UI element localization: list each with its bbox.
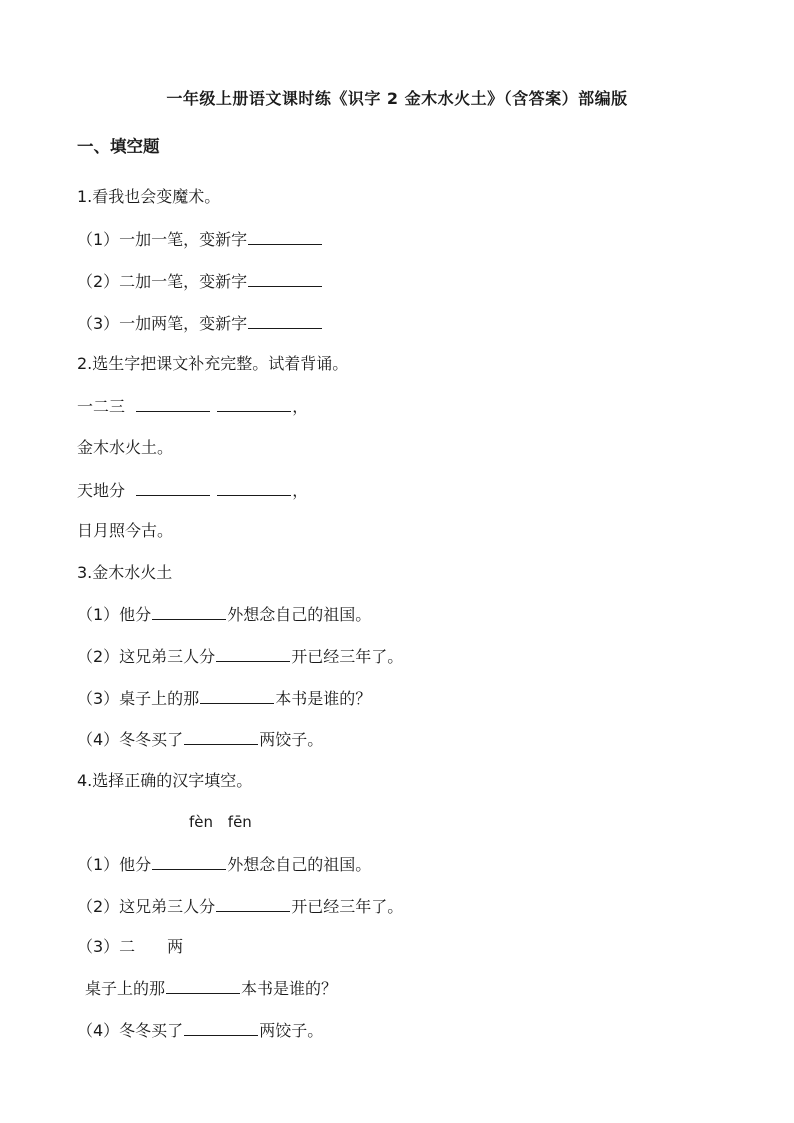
question-3-item-1 [77, 603, 371, 626]
text-prefix: 桌子上的那 [85, 979, 166, 998]
text-suffix: ， [292, 397, 309, 416]
text-prefix: 天地分 [77, 481, 126, 500]
question-2-stem: 2.选生字把课文补充完整。试着背诵。 [77, 354, 349, 373]
answer-blank[interactable] [216, 645, 290, 662]
text-prefix: （2）这兄弟三人分 [77, 647, 216, 666]
question-3-item-2 [77, 645, 403, 668]
question-2-line-3 [77, 479, 308, 502]
text-suffix: 外想念自己的祖国。 [227, 605, 372, 624]
item-text: （1）一加一笔，变新字 [77, 230, 248, 249]
text-suffix: 开已经三年了。 [291, 647, 404, 666]
text-prefix: （2）这兄弟三人分 [77, 897, 216, 916]
question-2-line-2: 金木水火土。 [77, 438, 174, 457]
question-3-item-3 [77, 687, 371, 710]
answer-blank[interactable] [217, 395, 291, 412]
text-prefix: 一二三 [77, 397, 126, 416]
section-heading: 一、填空题 [77, 137, 160, 156]
text-prefix: （3）桌子上的那 [77, 689, 200, 708]
question-4-stem: 4.选择正确的汉字填空。 [77, 771, 253, 790]
question-4-item-1 [77, 853, 371, 876]
text-suffix: 本书是谁的？ [275, 689, 372, 708]
question-4-item-2 [77, 895, 403, 918]
answer-blank[interactable] [248, 312, 322, 329]
answer-blank[interactable] [166, 977, 240, 994]
question-2-line-4: 日月照今古。 [77, 521, 174, 540]
answer-blank[interactable] [248, 228, 322, 245]
question-4-choice-3: （3）二 两 [77, 937, 184, 956]
answer-blank[interactable] [152, 603, 226, 620]
question-1-item-3 [77, 312, 323, 335]
question-3-stem: 3.金木水火土 [77, 563, 173, 582]
text-suffix: ， [292, 481, 309, 500]
question-4-item-4 [77, 1019, 323, 1042]
question-1-item-2 [77, 270, 323, 293]
question-1-item-1 [77, 228, 323, 251]
answer-blank[interactable] [184, 728, 258, 745]
text-suffix: 开已经三年了。 [291, 897, 404, 916]
answer-blank[interactable] [248, 270, 322, 287]
text-prefix: （4）冬冬买了 [77, 730, 184, 749]
answer-blank[interactable] [217, 479, 291, 496]
question-3-item-4 [77, 728, 323, 751]
text-suffix: 两饺子。 [259, 1021, 324, 1040]
document-title: 一年级上册语文课时练《识字 2 金木水火土》（含答案）部编版 [166, 89, 628, 108]
item-text: （2）二加一笔，变新字 [77, 272, 248, 291]
text-prefix: （1）他分 [77, 855, 152, 874]
question-1-stem: 1.看我也会变魔术。 [77, 187, 221, 206]
text-prefix: （4）冬冬买了 [77, 1021, 184, 1040]
text-suffix: 外想念自己的祖国。 [227, 855, 372, 874]
text-prefix: （1）他分 [77, 605, 152, 624]
answer-blank[interactable] [200, 687, 274, 704]
question-2-line-1 [77, 395, 308, 418]
question-4-item-3 [85, 977, 337, 1000]
answer-blank[interactable] [184, 1019, 258, 1036]
answer-blank[interactable] [136, 479, 210, 496]
pinyin-hint: fèn fēn [189, 813, 252, 831]
answer-blank[interactable] [136, 395, 210, 412]
answer-blank[interactable] [152, 853, 226, 870]
text-suffix: 两饺子。 [259, 730, 324, 749]
answer-blank[interactable] [216, 895, 290, 912]
item-text: （3）一加两笔，变新字 [77, 314, 248, 333]
text-suffix: 本书是谁的？ [241, 979, 338, 998]
